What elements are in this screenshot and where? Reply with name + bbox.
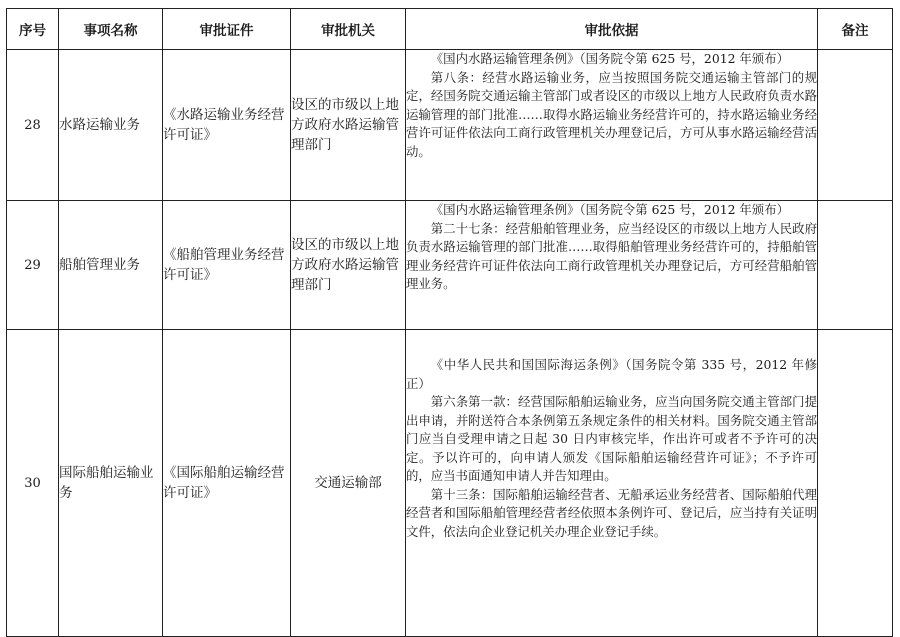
row-certificate: 《国际船舶运输经营许可证》 [163, 330, 291, 637]
approval-items-table [6, 8, 893, 637]
table-row [7, 330, 893, 637]
header-item-name: 事项名称 [59, 9, 163, 50]
header-row [7, 9, 893, 50]
table-row [7, 50, 893, 201]
basis-article: 第八条：经营水路运输业务，应当按照国务院交通运输主管部门的规定，经国务院交通运输主管部门或者设区的市级以上地方人民政府负责水路运输管理的部门批准……取得水路运输业务经营许可的，持水路运输业务经营许可证件依法向工商行政管理机关办理登记后，方可从事水路运输经营活动。 [406, 69, 817, 159]
row-authority: 设区的市级以上地方政府水路运输管理部门 [291, 50, 406, 201]
table-row [7, 201, 893, 330]
row-remark [818, 201, 893, 330]
basis-article: 第二十七条：经营船舶管理业务，应当经设区的市级以上地方人民政府负责水路运输管理的部门批准……取得船舶管理业务经营许可的，持船舶管理业务经营许可证件依法向工商行政管理机关办理登记后，方可经营船舶管理业务。 [406, 220, 817, 291]
row-basis [406, 50, 818, 201]
header-authority: 审批机关 [291, 9, 406, 50]
basis-regulation: 《国内水路运输管理条例》（国务院令第 625 号，2012 年颁布） [430, 202, 789, 217]
header-seq: 序号 [7, 9, 59, 50]
row-item-name: 水路运输业务 [59, 50, 163, 201]
row-authority: 设区的市级以上地方政府水路运输管理部门 [291, 201, 406, 330]
row-item-name: 国际船舶运输业务 [59, 330, 163, 637]
row-authority: 交通运输部 [291, 330, 406, 637]
row-remark [818, 50, 893, 201]
header-remark: 备注 [818, 9, 893, 50]
row-seq: 29 [7, 201, 59, 330]
header-basis: 审批依据 [406, 9, 818, 50]
row-certificate: 《水路运输业务经营许可证》 [163, 50, 291, 201]
basis-regulation: 《国内水路运输管理条例》（国务院令第 625 号，2012 年颁布） [430, 51, 789, 66]
row-basis [406, 330, 818, 637]
row-basis [406, 201, 818, 330]
row-certificate: 《船舶管理业务经营许可证》 [163, 201, 291, 330]
header-certificate: 审批证件 [163, 9, 291, 50]
row-remark [818, 330, 893, 637]
basis-article: 第十三条：国际船舶运输经营者、无船承运业务经营者、国际船舶代理经营者和国际船舶管理经营者经依照本条例许可、登记后，应当持有关证明文件，依法向企业登记机关办理企业登记手续。 [406, 486, 817, 539]
basis-regulation: 《中华人民共和国国际海运条例》（国务院令第 335 号，2012 年修正） [406, 357, 817, 391]
row-seq: 30 [7, 330, 59, 637]
basis-article: 第六条第一款：经营国际船舶运输业务，应当向国务院交通主管部门提出申请，并附送符合本条例第五条规定条件的相关材料。国务院交通主管部门应当自受理申请之日起 30 日内审核完毕，作出许可或者不予许可的决定。予以许可的，向申请人颁发《国际船舶运输经营许可证》；不予许可的，应当书面通知申请人并告知理由。 [406, 394, 817, 483]
row-seq: 28 [7, 50, 59, 201]
row-item-name: 船舶管理业务 [59, 201, 163, 330]
